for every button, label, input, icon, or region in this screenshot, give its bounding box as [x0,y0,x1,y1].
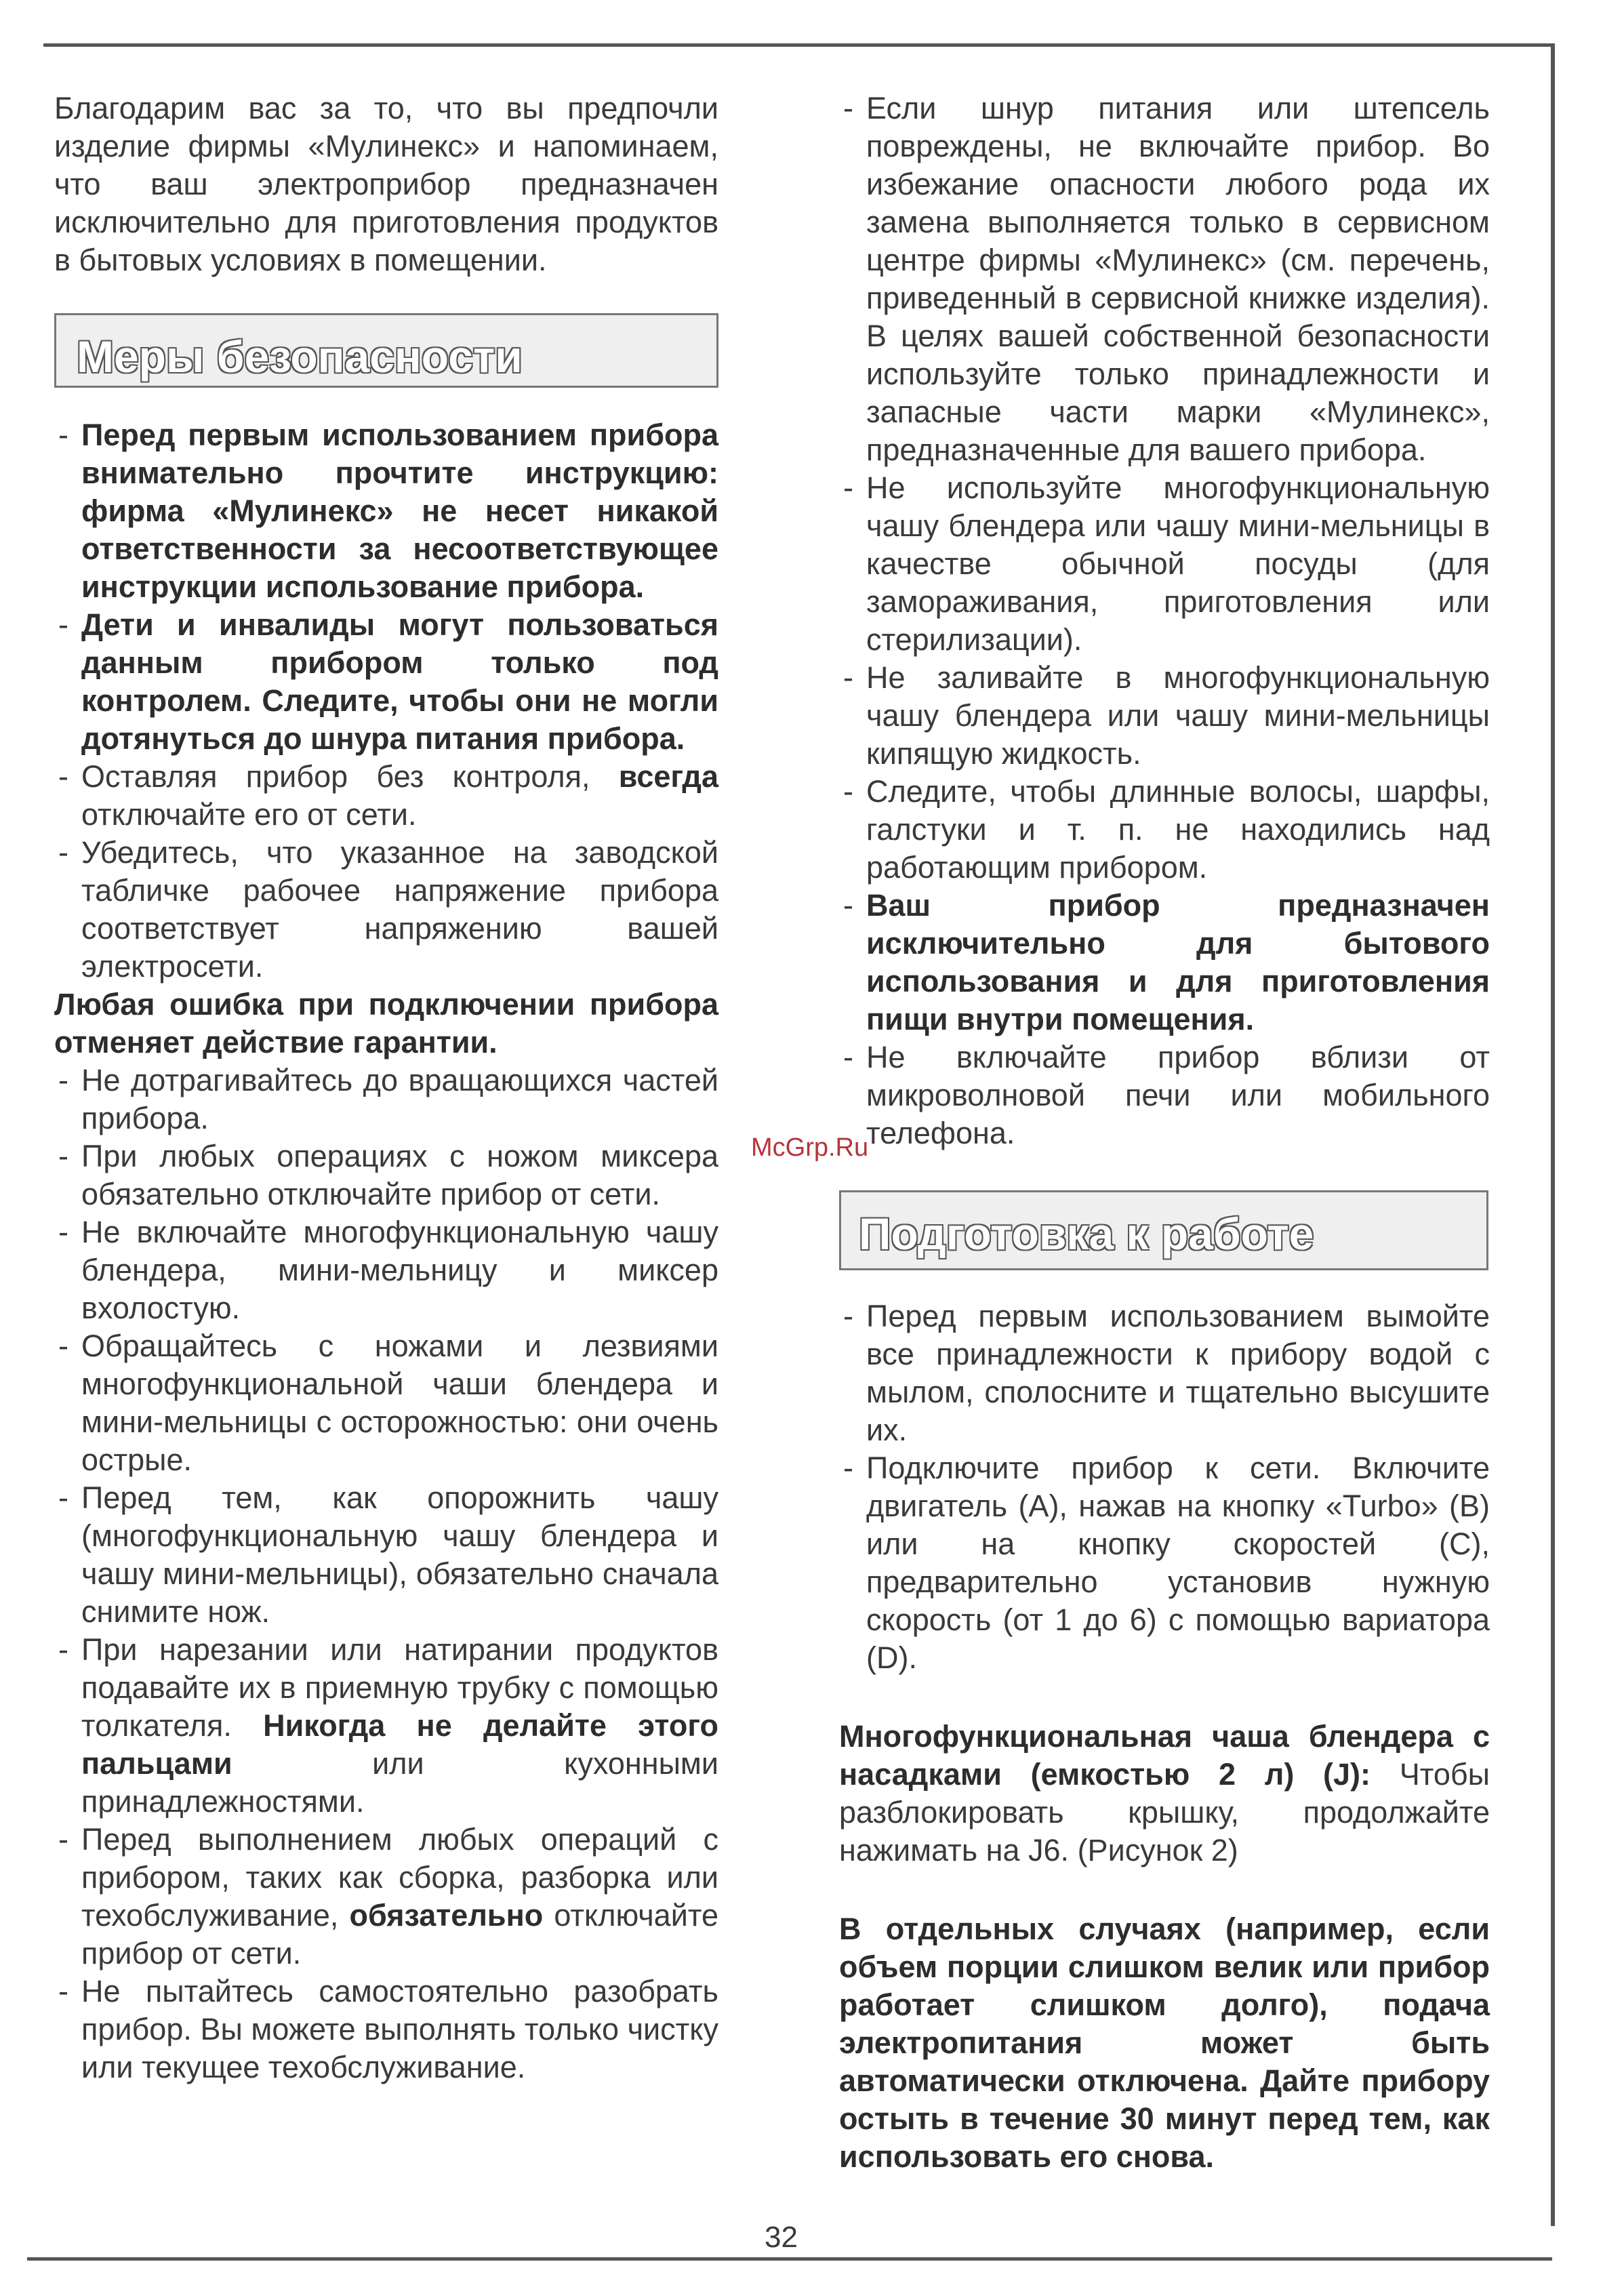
page-frame-bottom [27,2257,1552,2261]
safety-item-mixer-knife: - При любых операциях с ножом миксера обязательно отключайте прибор от сети. [54,1137,718,1213]
safety-item-text: Перед выполнением любых операций с прибором, таких как сборка, разборка или техобслуживание, [81,1822,718,1933]
page-number: 32 [765,2221,798,2254]
warranty-bold-text: Любая ошибка при подключении прибора отменяет действие гарантии. [54,987,718,1059]
intro-paragraph: Благодарим вас за то, что вы предпочли изделие фирмы «Мулинекс» и напоминаем, что ваш электроприбор предназначен исключительно для приготовления продуктов в бытовых условиях в помещении. [54,91,718,277]
safety-item-bold-text: обязательно [349,1898,544,1933]
safety-item-text: отключайте прибор от сети. [81,1898,718,1971]
safety-item-rotating-parts: - Не дотрагивайтесь до вращающихся частей прибора. [54,1062,718,1137]
safety-item-voltage: - Убедитесь, что указанное на заводской табличке рабочее напряжение прибора соответствует напряжению вашей электросети. [54,834,718,986]
bowl-paragraph [839,1718,1490,1870]
safety-item-bold-text: Дети и инвалиды могут пользоваться данным прибором только под контролем. Следите, чтобы они не могли дотянуться до шнура питания прибора. [81,607,718,756]
right-column [839,89,1490,2176]
safety-item-text: отключайте его от сети. [81,797,417,832]
safety-item-text: При нарезании или натирании продуктов подавайте их в приемную трубку с помощью толкателя. [81,1632,718,1743]
safety-item-bold-text: Ваш прибор предназначен исключительно для бытового использования и для приготовления пищи внутри помещения. [866,888,1490,1036]
safety-item-microwave: - Не включайте прибор вблизи от микроволновой печи или мобильного телефона. [839,1038,1490,1152]
bowl-title: Многофункциональная чаша блендера с насадками (емкостью 2 л) (J): [839,1719,1490,1792]
bowl-text: Чтобы разблокировать крышку, продолжайте нажимать на J6. (Рисунок 2) [839,1757,1490,1867]
preparation-heading: Подготовка к работе [839,1190,1488,1270]
safety-item-text: или кухонными принадлежностями. [81,1746,718,1819]
left-column [54,89,718,2086]
safety-heading: Меры безопасности [54,313,718,388]
safety-item-children [54,606,718,758]
safety-item-pusher [54,1631,718,1821]
spacer [839,1677,1490,1718]
prep-item-wash: - Перед первым использованием вымойте все принадлежности к прибору водой с мылом, сполосните и тщательно высушите их. [839,1297,1490,1449]
page-frame-top [43,43,1554,47]
safety-item-long-hair: - Следите, чтобы длинные волосы, шарфы, галстуки и т. п. не находились над работающим прибором. [839,773,1490,887]
safety-item-sharp-blades: - Обращайтесь с ножами и лезвиями многофункциональной чаши блендера и мини-мельницы с осторожностью: они очень острые. [54,1327,718,1479]
warranty-note [54,986,718,1062]
safety-item-damaged-cord: - Если шнур питания или штепсель повреждены, не включайте прибор. Во избежание опасности любого рода их замена выполняется только в сервисном центре фирмы «Мулинекс» (см. перечень, приведенный в сервисной книжке изделия). В целях вашей собственной безопасности используйте только принадлежности и запасные части марки «Мулинекс», предназначенные для вашего прибора. [839,89,1490,469]
safety-item-bold-text: Никогда не делайте этого пальцами [81,1708,718,1781]
spacer [839,1870,1490,1910]
overheat-paragraph [839,1910,1490,2176]
page-frame-right [1551,43,1555,2226]
safety-item-disassembly: - Не пытайтесь самостоятельно разобрать прибор. Вы можете выполнять только чистку или текущее техобслуживание. [54,1973,718,2086]
safety-item-text: Оставляя прибор без контроля, [81,759,590,794]
safety-item-not-dishware: - Не используйте многофункциональную чашу блендера или чашу мини-мельницы в качестве обычной посуды (для замораживания, приготовления или стерилизации). [839,469,1490,659]
safety-item-household-use [839,887,1490,1038]
safety-item-empty-bowl: - Перед тем, как опорожнить чашу (многофункциональную чашу блендера и чашу мини-мельницы), обязательно сначала снимите нож. [54,1479,718,1631]
safety-item-boiling-liquid: - Не заливайте в многофункциональную чашу блендера или чашу мини-мельницы кипящую жидкость. [839,659,1490,773]
safety-item-unplug [54,1821,718,1973]
safety-item-unattended [54,758,718,834]
safety-item-bold-text: Перед первым использованием прибора внимательно прочтите инструкцию: фирма «Мулинекс» не несет никакой ответственности за несоответствующее инструкции использование прибора. [81,418,718,604]
watermark: McGrp.Ru [751,1133,869,1162]
prep-item-connect: - Подключите прибор к сети. Включите двигатель (А), нажав на кнопку «Turbo» (В) или на кнопку скоростей (С), предварительно установив нужную скорость (от 1 до 6) с помощью вариатора (D). [839,1449,1490,1677]
overheat-bold-text: В отдельных случаях (например, если объем порции слишком велик или прибор работает слишком долго), подача электропитания может быть автоматически отключена. Дайте прибору остыть в течение 30 минут перед тем, как использовать его снова. [839,1912,1490,2174]
safety-item-bold-text: всегда [618,759,718,794]
safety-item-idle: - Не включайте многофункциональную чашу блендера, мини-мельницу и миксер вхолостую. [54,1213,718,1327]
safety-item-read-instructions [54,416,718,606]
